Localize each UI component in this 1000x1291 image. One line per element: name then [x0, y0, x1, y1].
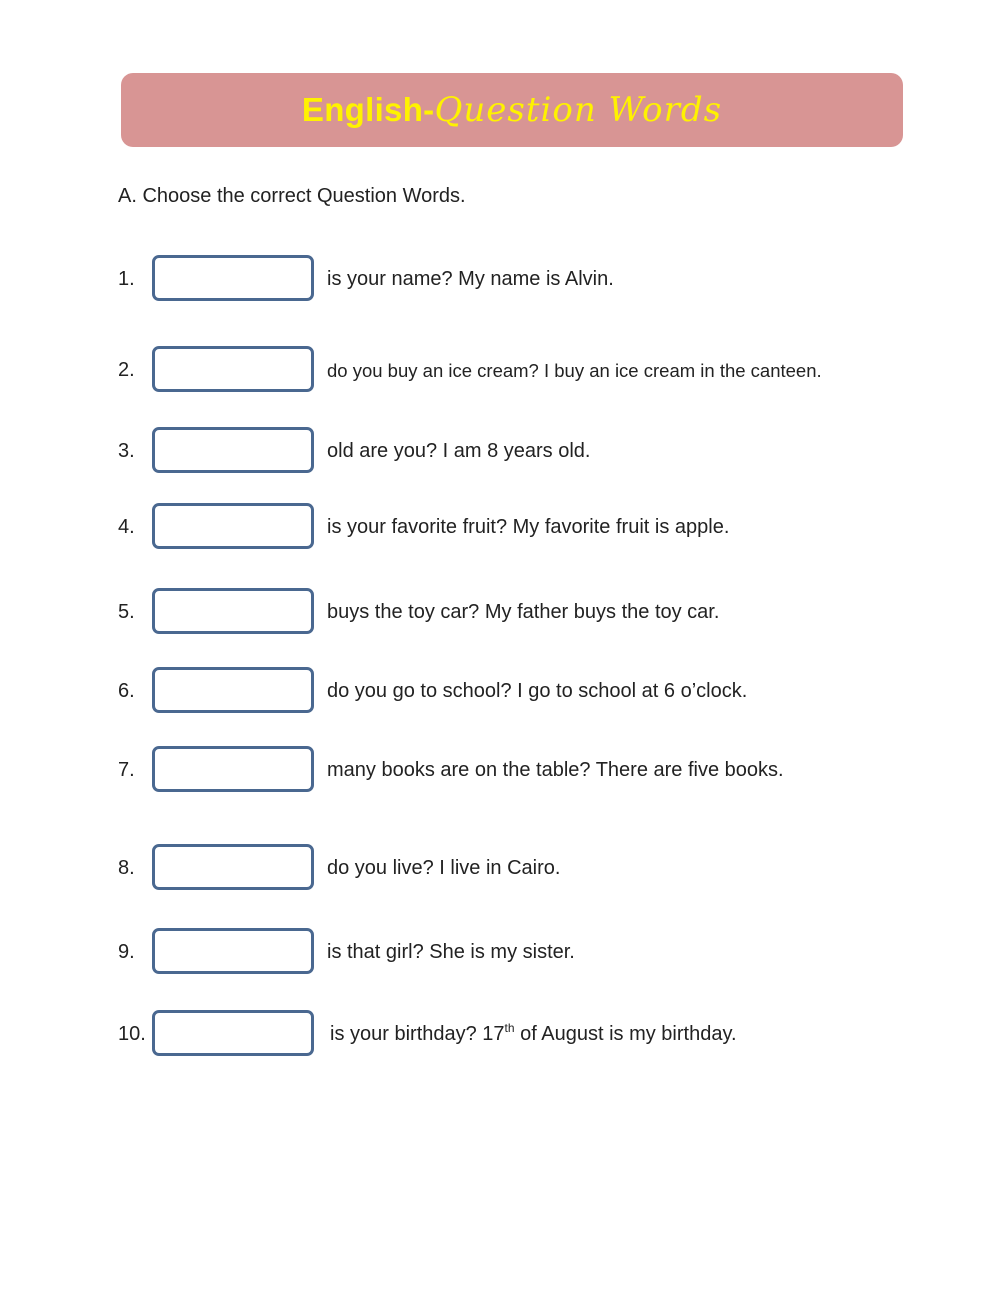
question-row-3	[118, 427, 978, 477]
title-script: Question Words	[434, 90, 723, 130]
question-text: old are you? I am 8 years old.	[327, 440, 591, 462]
question-number: 4.	[118, 516, 135, 538]
answer-input-2[interactable]	[152, 346, 314, 392]
answer-input-5[interactable]	[152, 588, 314, 634]
question-number: 5.	[118, 601, 135, 623]
question-number: 8.	[118, 857, 135, 879]
answer-input-10[interactable]	[152, 1010, 314, 1056]
question-number: 7.	[118, 759, 135, 781]
title-banner	[121, 73, 903, 147]
question-row-1	[118, 255, 978, 305]
answer-input-6[interactable]	[152, 667, 314, 713]
instruction-text: A. Choose the correct Question Words.	[118, 185, 466, 207]
question-row-6	[118, 667, 978, 717]
question-row-2	[118, 346, 978, 396]
question-text: do you go to school? I go to school at 6 o’clock.	[327, 680, 748, 702]
question-row-9	[118, 928, 978, 978]
question-text	[330, 1023, 737, 1046]
question-text: do you buy an ice cream? I buy an ice cream in the canteen.	[327, 360, 822, 381]
answer-input-4[interactable]	[152, 503, 314, 549]
question-text: do you live? I live in Cairo.	[327, 857, 561, 879]
question-row-7	[118, 746, 978, 796]
title-plain: English-	[301, 91, 435, 128]
question-row-5	[118, 588, 978, 638]
question-number: 10.	[118, 1023, 146, 1045]
question-number: 6.	[118, 680, 135, 702]
question-text: is that girl? She is my sister.	[327, 941, 575, 963]
question-row-8	[118, 844, 978, 894]
question-text: buys the toy car? My father buys the toy car.	[327, 601, 720, 623]
question-text-after: of August is my birthday.	[514, 1023, 737, 1045]
question-row-4	[118, 503, 978, 553]
question-text: is your favorite fruit? My favorite fruit is apple.	[327, 516, 730, 538]
question-number: 3.	[118, 440, 135, 462]
answer-input-9[interactable]	[152, 928, 314, 974]
question-text: many books are on the table? There are five books.	[327, 759, 784, 781]
ordinal-suffix: th	[504, 1021, 515, 1035]
question-text-before: is your birthday? 17	[330, 1023, 505, 1045]
answer-input-3[interactable]	[152, 427, 314, 473]
answer-input-8[interactable]	[152, 844, 314, 890]
question-number: 2.	[118, 359, 135, 381]
question-number: 9.	[118, 941, 135, 963]
answer-input-1[interactable]	[152, 255, 314, 301]
page-title	[302, 90, 722, 130]
question-text: is your name? My name is Alvin.	[327, 268, 614, 290]
question-number: 1.	[118, 268, 135, 290]
answer-input-7[interactable]	[152, 746, 314, 792]
question-row-10	[118, 1010, 978, 1060]
